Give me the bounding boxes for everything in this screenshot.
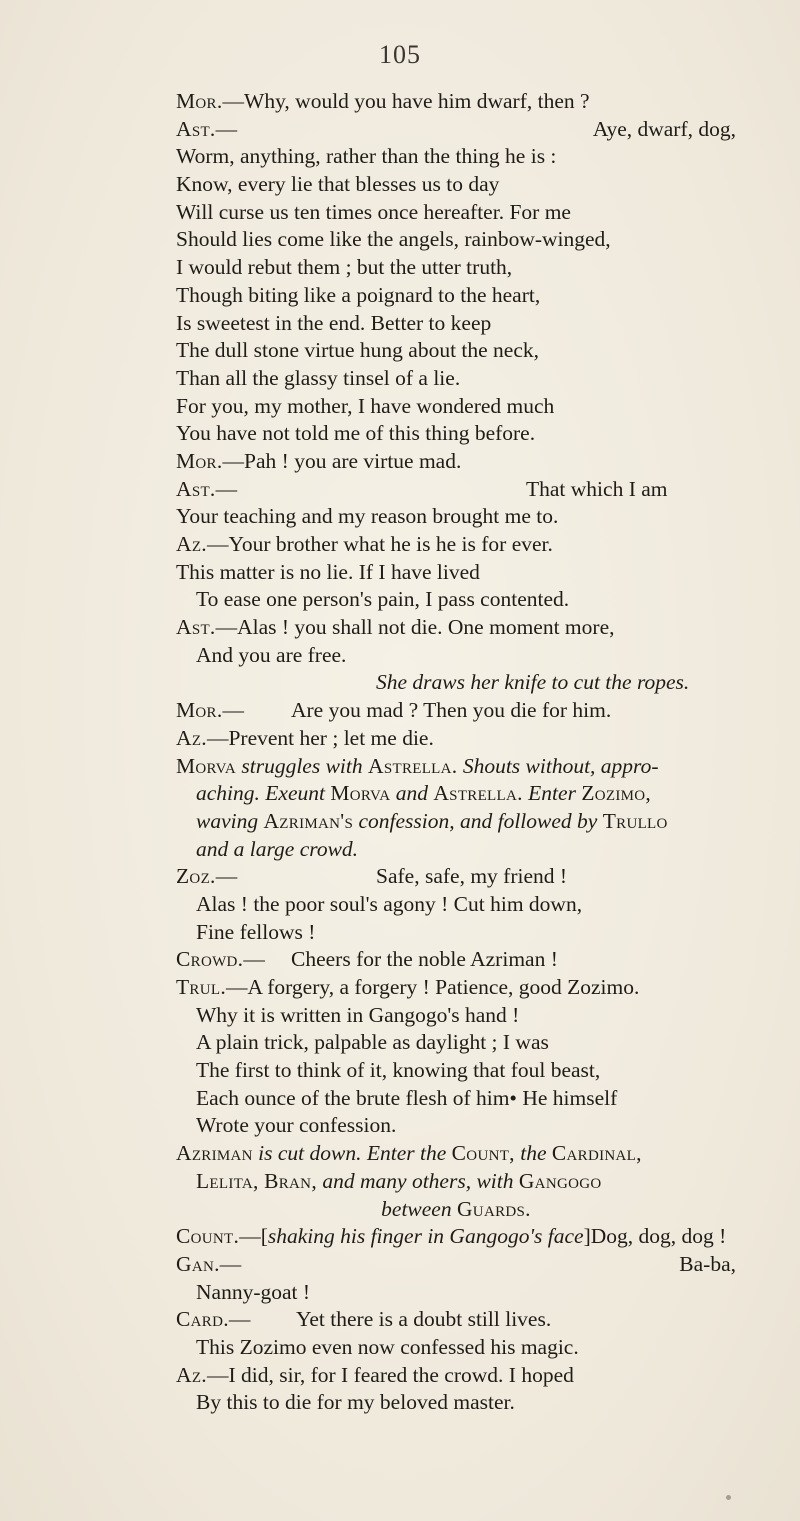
verse-text: —Why, would you have him dwarf, then ? bbox=[222, 89, 590, 113]
verse-line: The dull stone virtue hung about the neck, bbox=[176, 338, 540, 363]
verse-line bbox=[176, 863, 736, 891]
direction-text: is cut down. bbox=[258, 1141, 362, 1166]
character-name: Gangogo bbox=[518, 1168, 602, 1193]
stage-direction-line bbox=[176, 780, 736, 808]
verse-line: And you are free. bbox=[196, 642, 347, 667]
verse-line: Why it is written in Gangogo's hand ! bbox=[196, 1002, 520, 1027]
verse-line: Fine fellows ! bbox=[196, 919, 316, 944]
verse-line: The first to think of it, knowing that foul beast, bbox=[196, 1058, 601, 1083]
verse-line: For you, my mother, I have wondered much bbox=[176, 393, 555, 418]
verse-text: Cheers for the noble Azriman ! bbox=[291, 947, 558, 972]
stage-direction-line bbox=[176, 808, 736, 836]
direction-text: between bbox=[381, 1196, 452, 1221]
verse-line bbox=[176, 531, 736, 559]
speaker-name: Count. bbox=[176, 1224, 240, 1249]
character-name: Cardinal, bbox=[551, 1141, 642, 1166]
verse-text: —A forgery, a forgery ! Patience, good Zozimo. bbox=[226, 975, 640, 999]
speaker-name: Zoz.— bbox=[176, 864, 238, 889]
speaker-name: Az. bbox=[176, 532, 207, 556]
ink-spot bbox=[726, 1495, 731, 1500]
direction-text: the bbox=[520, 1141, 547, 1166]
speaker-name: Trul. bbox=[176, 975, 227, 999]
verse-line: Alas ! the poor soul's agony ! Cut him down, bbox=[196, 891, 583, 916]
verse-line bbox=[176, 946, 736, 974]
character-name: Bran, bbox=[264, 1168, 317, 1193]
verse-line bbox=[176, 1223, 736, 1251]
verse-line: A plain trick, palpable as daylight ; I was bbox=[196, 1030, 549, 1055]
verse-line: I would rebut them ; but the utter truth, bbox=[176, 255, 513, 280]
character-name: Count, bbox=[451, 1141, 515, 1166]
direction-text: aching. bbox=[196, 781, 260, 806]
stage-direction: She draws her knife to cut the ropes. bbox=[376, 670, 690, 695]
verse-text: —Your brother what he is he is for ever. bbox=[206, 532, 553, 556]
speaker-name: Az. bbox=[176, 1362, 207, 1387]
verse-text: —[ bbox=[239, 1224, 268, 1249]
verse-line bbox=[176, 476, 736, 504]
direction-text: and many others, with bbox=[322, 1168, 514, 1193]
verse-line: Nanny-goat ! bbox=[196, 1279, 311, 1304]
character-name: Astrella. bbox=[368, 753, 458, 778]
stage-direction-line bbox=[176, 753, 736, 781]
speaker-name: Mor.— bbox=[176, 698, 245, 723]
verse-text: Yet there is a doubt still lives. bbox=[296, 1307, 552, 1332]
verse-line: To ease one person's pain, I pass contented. bbox=[196, 587, 570, 612]
stage-direction-line bbox=[176, 1196, 736, 1224]
character-name: Azriman bbox=[176, 1141, 253, 1166]
stage-direction-line: and a large crowd. bbox=[196, 836, 359, 861]
verse-line: Will curse us ten times once hereafter. For me bbox=[176, 199, 571, 224]
verse-text: —I did, sir, for I feared the crowd. I hoped bbox=[206, 1362, 574, 1387]
verse-line bbox=[176, 974, 736, 1002]
character-name: Morva bbox=[330, 781, 391, 806]
direction-text: and bbox=[395, 781, 428, 806]
character-name: Morva bbox=[176, 753, 236, 778]
verse-line: You have not told me of this thing before. bbox=[176, 421, 536, 446]
character-name: Lelita, bbox=[196, 1168, 259, 1193]
direction-text: Enter bbox=[528, 781, 576, 806]
verse-line bbox=[176, 116, 736, 144]
play-text bbox=[176, 88, 736, 1417]
verse-line: Your teaching and my reason brought me to. bbox=[176, 504, 559, 529]
verse-text: That which I am bbox=[526, 476, 668, 501]
verse-text: Aye, dwarf, dog, bbox=[592, 116, 736, 141]
speaker-name: Mor. bbox=[176, 89, 223, 113]
direction-text: confession, and followed by bbox=[358, 808, 598, 833]
verse-line bbox=[176, 448, 736, 476]
speaker-name: Gan.— bbox=[176, 1251, 242, 1276]
verse-line: Is sweetest in the end. Better to keep bbox=[176, 310, 492, 335]
verse-line bbox=[176, 614, 736, 642]
verse-line: By this to die for my beloved master. bbox=[196, 1390, 515, 1415]
verse-line bbox=[176, 88, 736, 116]
character-name: Zozimo, bbox=[581, 781, 652, 806]
speaker-name: Card.— bbox=[176, 1307, 251, 1332]
verse-line: This matter is no lie. If I have lived bbox=[176, 559, 480, 584]
verse-text: Are you mad ? Then you die for him. bbox=[291, 698, 612, 723]
speaker-name: Az. bbox=[176, 725, 207, 750]
inline-stage-direction: shaking his finger in Gangogo's face bbox=[267, 1224, 584, 1249]
stage-direction-line bbox=[176, 1168, 736, 1196]
speaker-name: Crowd.— bbox=[176, 947, 266, 972]
speaker-name: Ast. bbox=[176, 615, 216, 640]
character-name: Guards. bbox=[456, 1196, 531, 1221]
verse-text: Ba-ba, bbox=[679, 1251, 736, 1276]
direction-text: struggles with bbox=[241, 753, 363, 778]
stage-direction-line bbox=[176, 1140, 736, 1168]
verse-line bbox=[176, 1251, 736, 1279]
direction-text: Shouts without, appro- bbox=[462, 753, 659, 778]
direction-text: Exeunt bbox=[265, 781, 325, 806]
verse-line bbox=[176, 1306, 736, 1334]
page-number: 105 bbox=[379, 40, 421, 69]
speaker-name: Ast.— bbox=[176, 116, 238, 141]
direction-text: waving bbox=[196, 808, 259, 833]
verse-text: Safe, safe, my friend ! bbox=[376, 864, 568, 889]
verse-line bbox=[176, 1362, 736, 1390]
verse-line: Know, every lie that blesses us to day bbox=[176, 172, 500, 197]
verse-line bbox=[176, 697, 736, 725]
verse-line: Wrote your confession. bbox=[196, 1113, 397, 1138]
verse-line: Though biting like a poignard to the heart, bbox=[176, 282, 541, 307]
speaker-name: Mor. bbox=[176, 448, 223, 473]
verse-line bbox=[176, 725, 736, 753]
verse-text: —Prevent her ; let me die. bbox=[206, 725, 434, 750]
verse-line: Should lies come like the angels, rainbow-winged, bbox=[176, 227, 611, 252]
verse-line: Each ounce of the brute flesh of him• He himself bbox=[196, 1085, 618, 1110]
verse-line: Than all the glassy tinsel of a lie. bbox=[176, 365, 461, 390]
verse-text: —Pah ! you are virtue mad. bbox=[222, 448, 462, 473]
direction-text: Enter the bbox=[366, 1141, 447, 1166]
verse-text: —Alas ! you shall not die. One moment more, bbox=[215, 615, 615, 640]
character-name: Astrella. bbox=[433, 781, 523, 806]
verse-line: Worm, anything, rather than the thing he is : bbox=[176, 144, 557, 169]
speaker-name: Ast.— bbox=[176, 476, 238, 501]
verse-line: This Zozimo even now confessed his magic. bbox=[196, 1334, 579, 1359]
character-name: Trullo bbox=[602, 808, 668, 833]
verse-text: ]Dog, dog, dog ! bbox=[583, 1224, 727, 1249]
character-name: Azriman's bbox=[263, 808, 354, 833]
